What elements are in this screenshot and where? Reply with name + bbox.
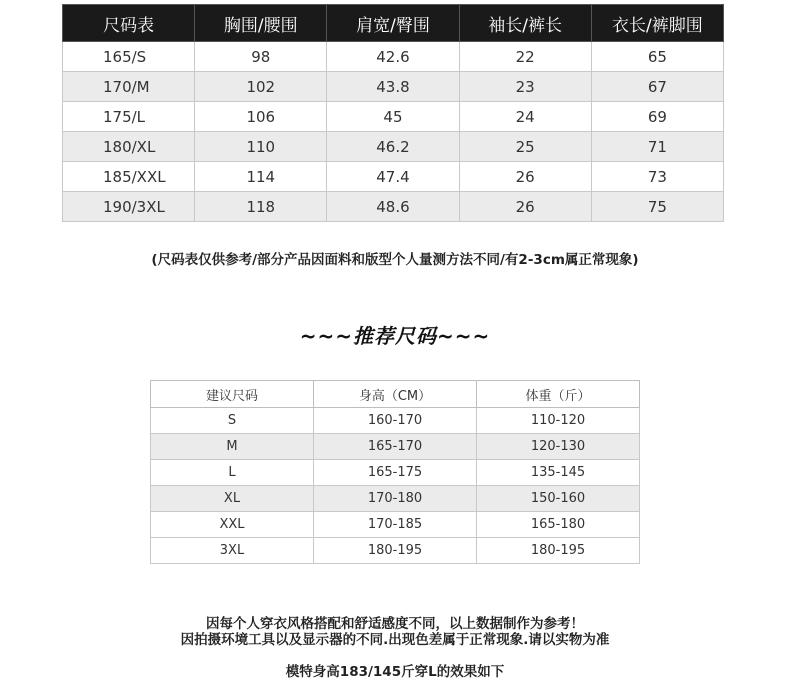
table-cell: 165/S [63,42,195,72]
table-cell: 170/M [63,72,195,102]
table-row [63,72,724,102]
table-cell: 42.6 [327,42,459,72]
table-cell: 69 [591,102,723,132]
table-cell: 22 [459,42,591,72]
table-cell: XL [151,486,314,512]
table-cell: 180-195 [314,538,477,564]
table-cell: 180-195 [477,538,640,564]
size-chart-header: 胸围/腰围 [195,5,327,42]
table-cell: 190/3XL [63,192,195,222]
size-chart-header: 肩宽/臀围 [327,5,459,42]
table-cell: 110-120 [477,408,640,434]
table-cell: XXL [151,512,314,538]
table-cell: 118 [195,192,327,222]
recommend-header-row [151,381,640,408]
table-cell: 73 [591,162,723,192]
table-cell: 185/XXL [63,162,195,192]
table-cell: 160-170 [314,408,477,434]
table-cell: 75 [591,192,723,222]
table-cell: 110 [195,132,327,162]
table-cell: 170-185 [314,512,477,538]
table-cell: 102 [195,72,327,102]
table-cell: 26 [459,192,591,222]
table-cell: 170-180 [314,486,477,512]
table-cell: 150-160 [477,486,640,512]
table-cell: 25 [459,132,591,162]
size-chart-header: 袖长/裤长 [459,5,591,42]
table-cell: 98 [195,42,327,72]
recommend-header: 体重（斤） [477,381,640,408]
table-cell: 24 [459,102,591,132]
table-cell: 165-170 [314,434,477,460]
table-cell: L [151,460,314,486]
table-row [63,42,724,72]
table-row [63,162,724,192]
table-row [151,434,640,460]
table-row [63,102,724,132]
table-cell: M [151,434,314,460]
table-row [63,192,724,222]
table-cell: 3XL [151,538,314,564]
size-chart-note: (尺码表仅供参考/部分产品因面料和版型个人量测方法不同/有2-3cm属正常现象) [151,252,639,268]
footer-note-1: 因每个人穿衣风格搭配和舒适感度不同，以上数据制作为参考！ [206,616,584,632]
table-cell: 114 [195,162,327,192]
table-row [151,408,640,434]
table-row [151,512,640,538]
table-cell: 23 [459,72,591,102]
table-row [63,132,724,162]
table-row [151,538,640,564]
recommend-table [150,380,640,564]
table-cell: 175/L [63,102,195,132]
table-cell: 135-145 [477,460,640,486]
recommend-title: ~~~推荐尺码~~~ [299,324,491,348]
footer-note-2: 因拍摄环境工具以及显示器的不同.出现色差属于正常现象.请以实物为准 [180,632,610,648]
table-cell: 65 [591,42,723,72]
footer-note-3: 模特身高183/145斤穿L的效果如下 [285,664,505,680]
table-row [151,460,640,486]
recommend-header: 建议尺码 [151,381,314,408]
table-cell: 67 [591,72,723,102]
table-cell: 43.8 [327,72,459,102]
table-cell: 47.4 [327,162,459,192]
table-cell: 180/XL [63,132,195,162]
size-chart-header: 尺码表 [63,5,195,42]
table-cell: S [151,408,314,434]
size-chart-table [62,4,724,222]
size-chart-header-row [63,5,724,42]
table-cell: 48.6 [327,192,459,222]
size-chart-header: 衣长/裤脚围 [591,5,723,42]
table-cell: 46.2 [327,132,459,162]
recommend-header: 身高（CM） [314,381,477,408]
table-cell: 71 [591,132,723,162]
table-cell: 165-180 [477,512,640,538]
table-cell: 106 [195,102,327,132]
table-cell: 26 [459,162,591,192]
table-cell: 120-130 [477,434,640,460]
table-cell: 165-175 [314,460,477,486]
table-cell: 45 [327,102,459,132]
table-row [151,486,640,512]
